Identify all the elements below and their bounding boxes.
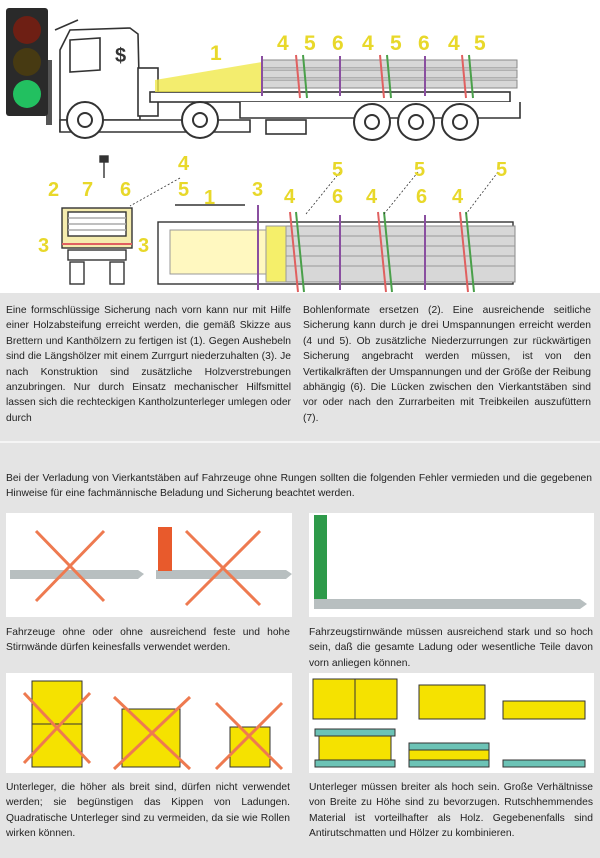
- top-text-col-2: Bohlenformate ersetzen (2). Eine ausreichende seitliche Sicherung kann durch je drei Umspannungen erreicht werden (4 und 5). Ob zusätzliche Niederzurrungen zur rückwärtigen Sicherung angebracht werden müssen, ist von den Vertikalkräften der Umspannungen und der Größe der Reibung abhängig (6). Die Lücken zwischen den Vierkantstäben sind vor oder nach den Zurrarbeiten mit Treibkeilen auszufüttern (7).: [303, 305, 591, 424]
- label-6: 6: [418, 32, 430, 55]
- label-3: 3: [38, 235, 50, 257]
- wrong-walls-panel: [6, 513, 292, 617]
- right-dunnage-illustration: [309, 673, 594, 773]
- truck-logo: $: [115, 45, 127, 67]
- label-4: 4: [452, 186, 464, 208]
- top-text-col-1: Eine formschlüssige Sicherung nach vorn kann nur mit Hilfe einer Holzabsteifung erreicht werden, die gemäß Skizze aus Brettern und Kanthölzern zu fertigen ist (1). Gegen Aushebeln sind die Längshölzer mit einem Zurrgurt niederzuhalten (3). Je nach Konstruktion sind zusätzliche Holzverstrebungen anzubringen. Nur durch Einsatz mechanischer Hilfsmittel lassen sich die rechteckigen Kantholzunterleger umlegen oder durch: [6, 305, 291, 424]
- label-6: 6: [332, 186, 344, 208]
- traffic-light-icon: [6, 8, 52, 125]
- right-walls-caption: Fahrzeugstirnwände müssen ausreichend stark und so hoch sein, daß die gesamte Ladung oder wesentliche Teile davon vorn anliegen können.: [309, 627, 593, 669]
- label-5: 5: [304, 32, 316, 55]
- label-5: 5: [178, 179, 190, 201]
- label-7: 7: [82, 179, 94, 201]
- label-6: 6: [416, 186, 428, 208]
- label-4: 4: [178, 153, 190, 175]
- wrong-walls-illustration: [6, 513, 292, 617]
- label-4: 4: [366, 186, 378, 208]
- label-5: 5: [414, 159, 426, 181]
- label-3: 3: [252, 179, 264, 201]
- label-4: 4: [277, 32, 289, 55]
- loading-diagram: [0, 0, 600, 293]
- right-dunnage-panel: [309, 673, 594, 773]
- label-1: 1: [204, 187, 216, 209]
- label-5: 5: [496, 159, 508, 181]
- label-4: 4: [448, 32, 460, 55]
- loading-diagram-panel: [0, 0, 600, 293]
- label-5: 5: [474, 32, 486, 55]
- label-5: 5: [332, 159, 344, 181]
- label-2: 2: [48, 179, 60, 201]
- right-dunnage-caption: Unterleger müssen breiter als hoch sein. Große Verhältnisse von Breite zu Höhe sind zu bevorzugen. Rutschhemmendes Material ist vorteilhafter als Holz. Gegebenenfalls sind Antirutschmatten und Hölzer zu kombinieren.: [309, 782, 593, 840]
- front-bracing: [155, 62, 262, 92]
- label-3: 3: [138, 235, 150, 257]
- right-walls-illustration: [309, 513, 594, 617]
- front-view: [62, 156, 132, 284]
- label-1: 1: [210, 42, 222, 65]
- label-4: 4: [362, 32, 374, 55]
- divider: [0, 441, 600, 443]
- label-4: 4: [284, 186, 296, 208]
- right-walls-panel: [309, 513, 594, 617]
- wrong-dunnage-panel: [6, 673, 292, 773]
- wrong-dunnage-illustration: [6, 673, 292, 773]
- label-6: 6: [120, 179, 132, 201]
- label-6: 6: [332, 32, 344, 55]
- wrong-dunnage-caption: Unterleger, die höher als breit sind, dürfen nicht verwendet werden; sie begünstigen das Kippen von Ladungen. Quadratische Unterleger sind zu vermeiden, da sie wie Rollen wirken können.: [6, 782, 290, 840]
- wrong-walls-caption: Fahrzeuge ohne oder ohne ausreichend feste und hohe Stirnwände dürfen keinesfalls verwendet werden.: [6, 627, 290, 654]
- intro-text: Bei der Verladung von Vierkantstäben auf Fahrzeuge ohne Rungen sollten die folgenden Fehler vermieden und die gegebenen Hinweise für eine fachmännische Beladung und Sicherung beachtet werden.: [6, 473, 592, 500]
- label-5: 5: [390, 32, 402, 55]
